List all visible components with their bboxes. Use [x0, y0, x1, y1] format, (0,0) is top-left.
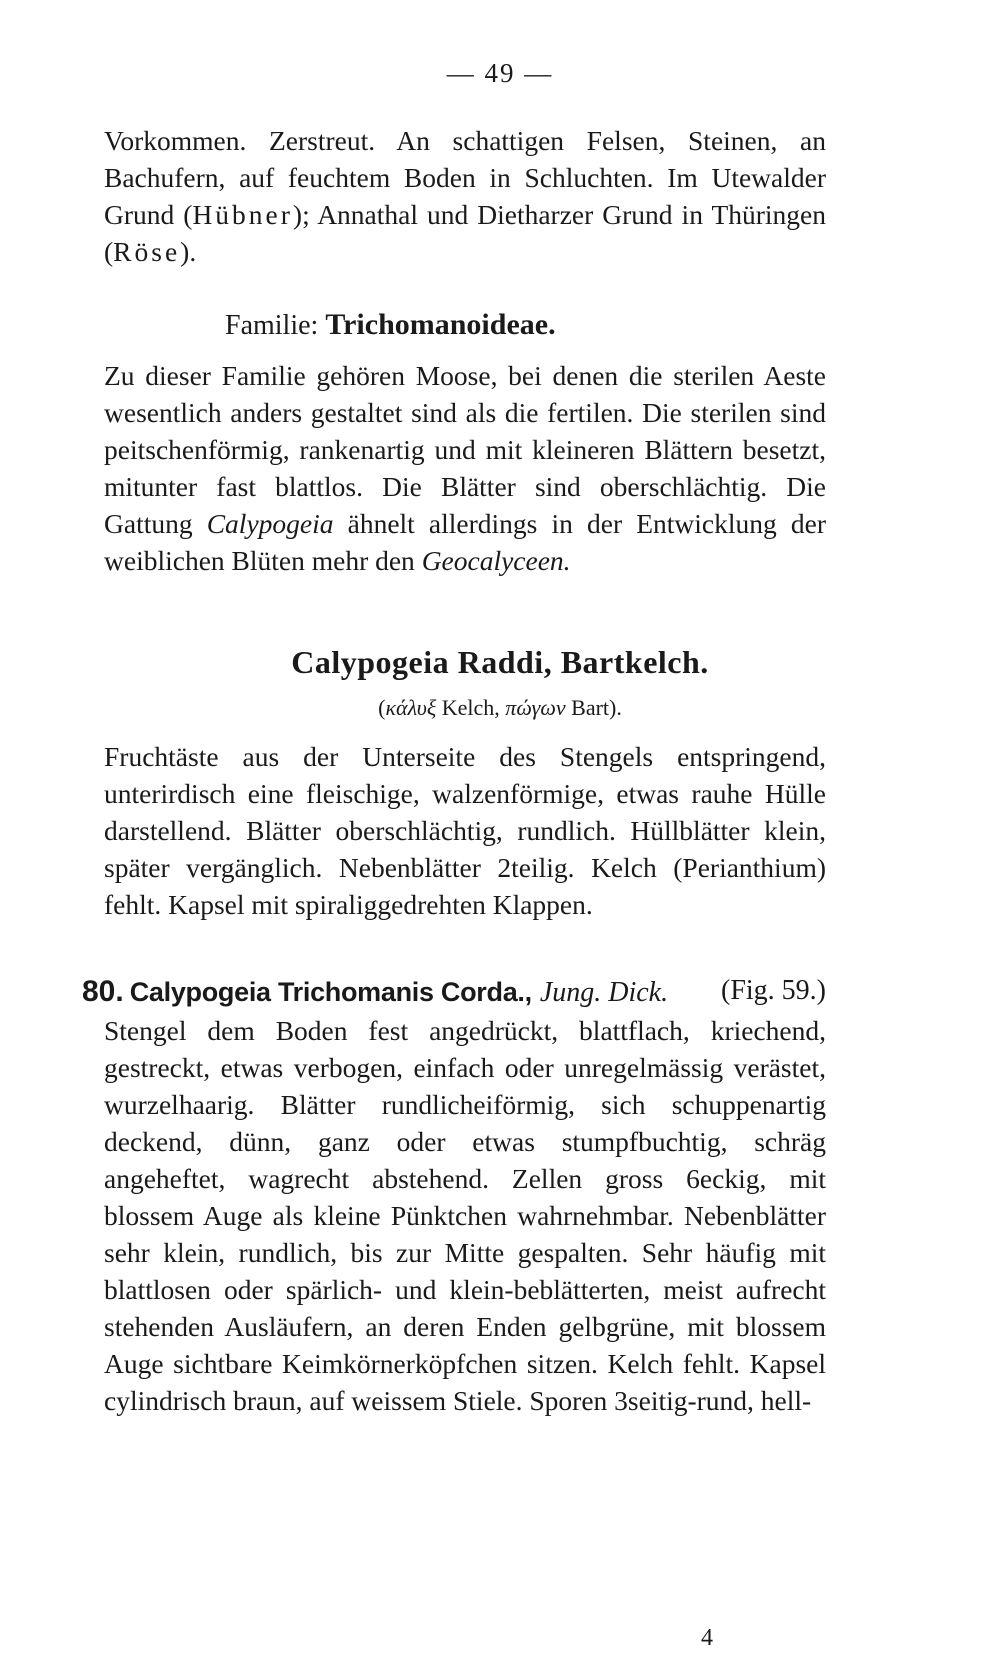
author-roese: Röse	[113, 236, 181, 267]
species-reference: Jung. Dick.	[539, 977, 669, 1008]
signature-mark: 4	[701, 1625, 713, 1651]
genus-etymology	[0, 695, 1000, 721]
family-label: Familie:	[225, 310, 319, 341]
species-heading	[82, 975, 826, 1009]
family-heading	[225, 308, 556, 342]
etymology-open: (	[378, 695, 386, 720]
genus-heading: Calypogeia Raddi, Bartkelch.	[291, 644, 709, 680]
species-name: Calypogeia Trichomanis Corda.,	[129, 977, 532, 1007]
occurrence-text-2: ); Annathal und Dietharzer Grund in Thüringen (	[104, 199, 826, 267]
family-description-text-2: ähnelt allerdings in der Entwicklung der weiblichen Blüten mehr den	[104, 508, 826, 576]
species-description: Stengel dem Boden fest angedrückt, blattflach, kriechend, gestreckt, etwas verbogen, einfach oder unregelmässig verästet, wurzelhaarig. Blätter rundlicheiförmig, sich schuppenartig deckend, dünn, ganz oder etwas stumpfbuchtig, schräg angeheftet, wagrecht abstehend. Zellen gross 6eckig, mit blossem Auge als kleine Pünktchen wahrnehmbar. Nebenblätter sehr klein, rundlich, bis zur Mitte gespalten. Sehr häufig mit blattlosen oder spärlich- und klein-beblätterten, meist aufrecht stehenden Ausläufern, an deren Enden gelbgrüne, mit blossem Auge sichtbare Keimkörnerköpfchen sitzen. Kelch fehlt. Kapsel cylindrisch braun, auf weissem Stiele. Sporen 3seitig-rund, hell-	[104, 1015, 826, 1416]
etymology-kelch: Kelch,	[436, 695, 506, 720]
occurrence-paragraph	[104, 122, 826, 270]
page-number: — 49 —	[446, 58, 554, 88]
genus-description: Fruchtäste aus der Unterseite des Stengels entspringend, unterirdisch eine fleischige, walzenförmige, etwas rauhe Hülle darstellend. Blätter oberschlächtig, rundlich. Hüllblätter klein, später vergänglich. Nebenblätter 2teilig. Kelch (Perianthium) fehlt. Kapsel mit spiraliggedrehten Klappen.	[104, 741, 826, 920]
family-description	[104, 357, 826, 579]
figure-reference: (Fig. 59.)	[721, 975, 826, 1006]
etymology-bart: Bart).	[565, 695, 622, 720]
species-number: 80.	[82, 975, 124, 1008]
genus-italic-name: Calypogeia	[206, 508, 334, 539]
author-huebner: Hübner	[192, 199, 293, 230]
family-name: Trichomanoideae.	[325, 308, 556, 341]
occurrence-text-3: ).	[180, 236, 197, 267]
family-description-text-1: Zu dieser Familie gehören Moose, bei denen die sterilen Aeste wesentlich anders gestaltet sind als die fertilen. Die sterilen sind peitschenförmig, rankenartig und mit kleineren Blättern besetzt, mitunter fast blattlos. Die Blätter sind oberschlächtig. Die Gattung	[104, 360, 826, 539]
group-italic-name: Geocalyceen.	[421, 545, 571, 576]
greek-word-bart: πώγων	[505, 695, 566, 720]
occurrence-text-1: Vorkommen. Zerstreut. An schattigen Felsen, Steinen, an Bachufern, auf feuchtem Boden in Schluchten. Im Utewalder Grund (	[104, 125, 826, 230]
greek-word-kelch: κάλυξ	[385, 695, 437, 720]
